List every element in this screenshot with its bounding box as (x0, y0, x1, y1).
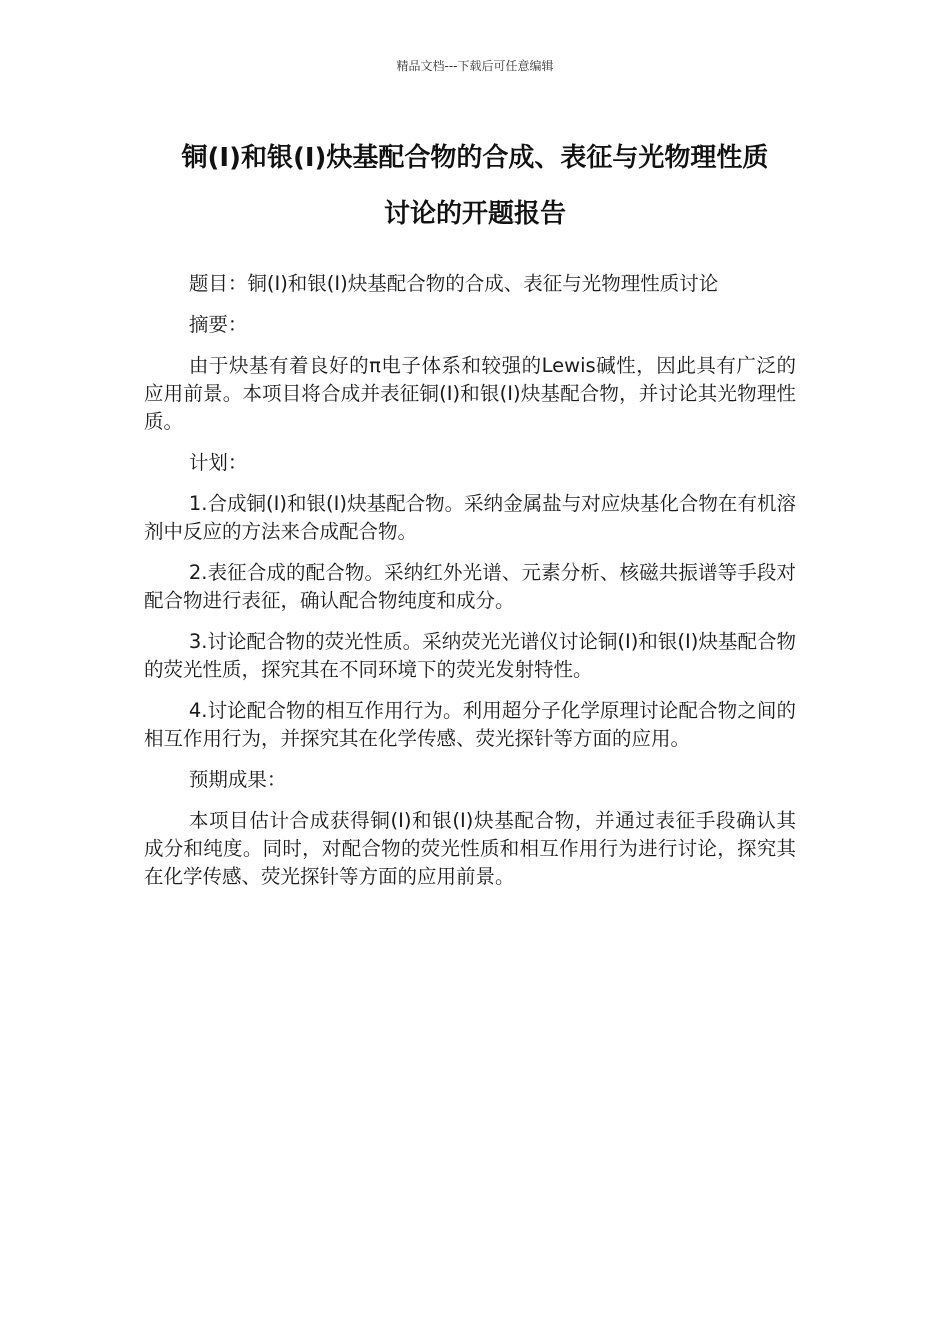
header-note: 精品文档---下载后可任意编辑 (396, 59, 554, 73)
abstract-label: 摘要： (188, 313, 248, 336)
results-paragraph: 本项目估计合成获得铜(I)和银(I)炔基配合物，并通过表征手段确认其成分和纯度。同时，对配合物的荧光性质和相互作用行为进行讨论，探究其在化学传感、荧光探针等方面的应用前景。 (144, 809, 796, 888)
topic-paragraph: 题目：铜(I)和银(I)炔基配合物的合成、表征与光物理性质讨论 (188, 272, 719, 295)
title-line-2: 讨论的开题报告 (383, 199, 566, 229)
plan-item-3: 3.讨论配合物的荧光性质。采纳荧光光谱仪讨论铜(I)和银(I)炔基配合物的荧光性质，探究其在不同环境下的荧光发射特性。 (144, 630, 796, 681)
plan-item-1: 1.合成铜(I)和银(I)炔基配合物。采纳金属盐与对应炔基化合物在有机溶剂中反应的方法来合成配合物。 (144, 492, 796, 543)
abstract-paragraph: 由于炔基有着良好的π电子体系和较强的Lewis碱性，因此具有广泛的应用前景。本项目将合成并表征铜(I)和银(I)炔基配合物，并讨论其光物理性质。 (144, 354, 796, 433)
title-line-1: 铜(I)和银(I)炔基配合物的合成、表征与光物理性质 (181, 143, 769, 173)
document-title (120, 130, 830, 242)
plan-item-2: 2.表征合成的配合物。采纳红外光谱、元素分析、核磁共振谱等手段对配合物进行表征，确认配合物纯度和成分。 (144, 561, 796, 612)
plan-label: 计划： (188, 451, 248, 474)
document-body (144, 270, 796, 904)
results-label: 预期成果： (188, 768, 287, 791)
plan-item-4: 4.讨论配合物的相互作用行为。利用超分子化学原理讨论配合物之间的相互作用行为，并探究其在化学传感、荧光探针等方面的应用。 (144, 699, 796, 750)
